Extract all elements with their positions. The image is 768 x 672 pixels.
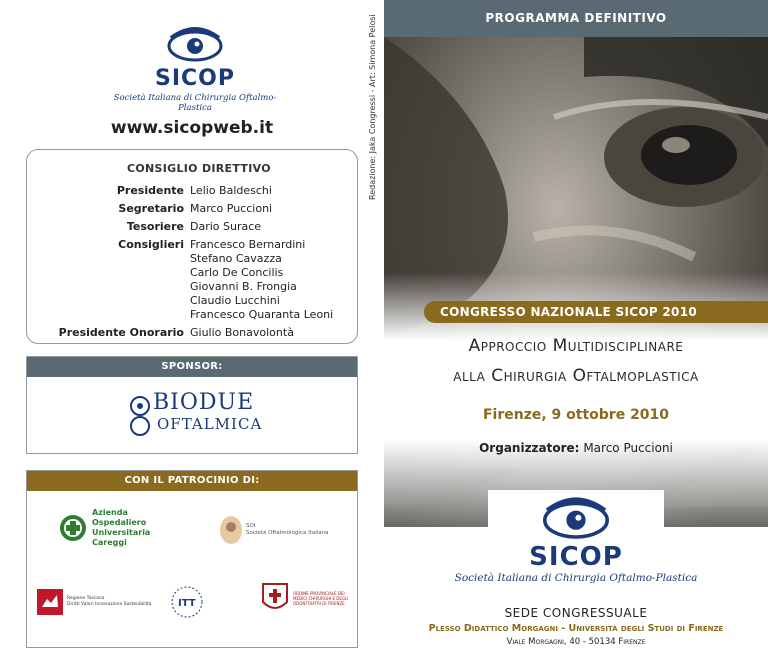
board-role: Tesoriere (126, 220, 184, 233)
board-role: Consiglieri (118, 238, 184, 251)
board-row (27, 238, 359, 322)
logo-wordmark: SICOP (529, 542, 623, 572)
board-member: Carlo De Concilis (190, 266, 284, 279)
board-member: Marco Puccioni (190, 202, 273, 215)
soi-line: SOI (246, 523, 256, 529)
sicop-logo-left (100, 26, 290, 113)
main-title-line2: alla Chirurgia Oftalmoplastica (453, 366, 699, 386)
venue-building: Plesso Didattico Morgagni - Università degli Studi di Firenze (428, 623, 724, 634)
board-row (27, 220, 359, 234)
organizer (384, 441, 768, 455)
aou-emblem-icon (58, 513, 88, 543)
sponsor-title: SPONSOR: (27, 357, 357, 377)
omceo-text: ORDINE PROVINCIALE DEI MEDICI CHIRURGHI E DEGLI ODONTOIATRI DI FIRENZE (293, 590, 349, 606)
board-member: Francesco Bernardini (190, 238, 306, 251)
svg-text:ITT: ITT (178, 598, 196, 609)
omceo-logo (260, 580, 353, 616)
board-row (27, 184, 359, 198)
biodue-line2: OFTALMICA (157, 415, 263, 433)
board-names (190, 326, 359, 340)
board-role: Presidente (116, 184, 184, 197)
board-role: Presidente Onorario (58, 326, 184, 339)
toscana-line: Diritti Valori Innovazione Sostenibilità (67, 602, 152, 607)
board-member: Stefano Cavazza (190, 252, 282, 265)
venue-title: SEDE CONGRESSUALE (504, 606, 648, 620)
main-title-line1: Approccio Multidisciplinare (468, 336, 684, 356)
board-member: Claudio Lucchini (190, 294, 280, 307)
board-row (27, 326, 359, 340)
program-header: PROGRAMMA DEFINITIVO (384, 0, 768, 37)
regione-toscana-logo (37, 589, 151, 615)
sicop-logo-right (446, 496, 706, 584)
biodue-emblem-icon (125, 392, 155, 438)
soi-emblem-icon (218, 514, 244, 546)
logo-wordmark: SICOP (154, 66, 235, 91)
board-names (190, 202, 359, 216)
logo-subtitle: Società Italiana di Chirurgia Oftalmo-Plastica (113, 93, 277, 113)
pegasus-icon (37, 589, 63, 615)
board-names (190, 238, 359, 322)
organizer-name: Marco Puccioni (583, 441, 673, 455)
toscana-text (67, 596, 151, 608)
eye-icon (540, 496, 612, 542)
board-row (27, 202, 359, 216)
organizer-label: Organizzatore: (479, 441, 580, 455)
soi-text (246, 523, 329, 537)
omceo-emblem-icon (260, 580, 290, 616)
biodue-logo (125, 390, 263, 438)
itt-logo (167, 585, 207, 623)
board-grid (27, 184, 359, 340)
itt-emblem-icon (167, 585, 207, 619)
aou-line: Azienda (92, 508, 128, 517)
biodue-text (153, 392, 262, 434)
aou-line: Universitaria (92, 528, 151, 537)
board-names (190, 184, 359, 198)
soi-logo (218, 514, 329, 546)
board-title: CONSIGLIO DIRETTIVO (127, 162, 271, 175)
board-role: Segretario (118, 202, 184, 215)
eye-icon (165, 26, 225, 64)
event-date: Firenze, 9 ottobre 2010 (482, 407, 670, 423)
logo-subtitle: Società Italiana di Chirurgia Oftalmo-Plastica (454, 572, 698, 584)
board-member: Francesco Quaranta Leoni (190, 308, 334, 321)
board-member: Giulio Bonavolontà (190, 326, 294, 339)
soi-line: Società Oftalmologica Italiana (246, 530, 329, 536)
biodue-line1: BIODUE (153, 390, 255, 415)
toscana-line: Regione Toscana (67, 596, 105, 601)
board-member: Lelio Baldeschi (190, 184, 272, 197)
patronage-title: CON IL PATROCINIO DI: (27, 471, 357, 491)
credit-line: Redazione: Jaka Congressi - Art: Simona Pelosi (368, 14, 377, 200)
board-member: Dario Surace (190, 220, 262, 233)
aou-text (92, 508, 150, 548)
board-box (26, 149, 358, 344)
aou-careggi-logo (58, 508, 150, 548)
website-link[interactable]: www.sicopweb.it (110, 118, 274, 138)
venue-address: Viale Morgagni, 40 - 50134 Firenze (506, 637, 646, 647)
board-names (190, 220, 359, 234)
right-panel (384, 0, 768, 672)
board-member: Giovanni B. Frongia (190, 280, 297, 293)
congress-band: CONGRESSO NAZIONALE SICOP 2010 (424, 301, 768, 323)
aou-line: Careggi (92, 538, 127, 547)
aou-line: Ospedaliero (92, 518, 147, 527)
